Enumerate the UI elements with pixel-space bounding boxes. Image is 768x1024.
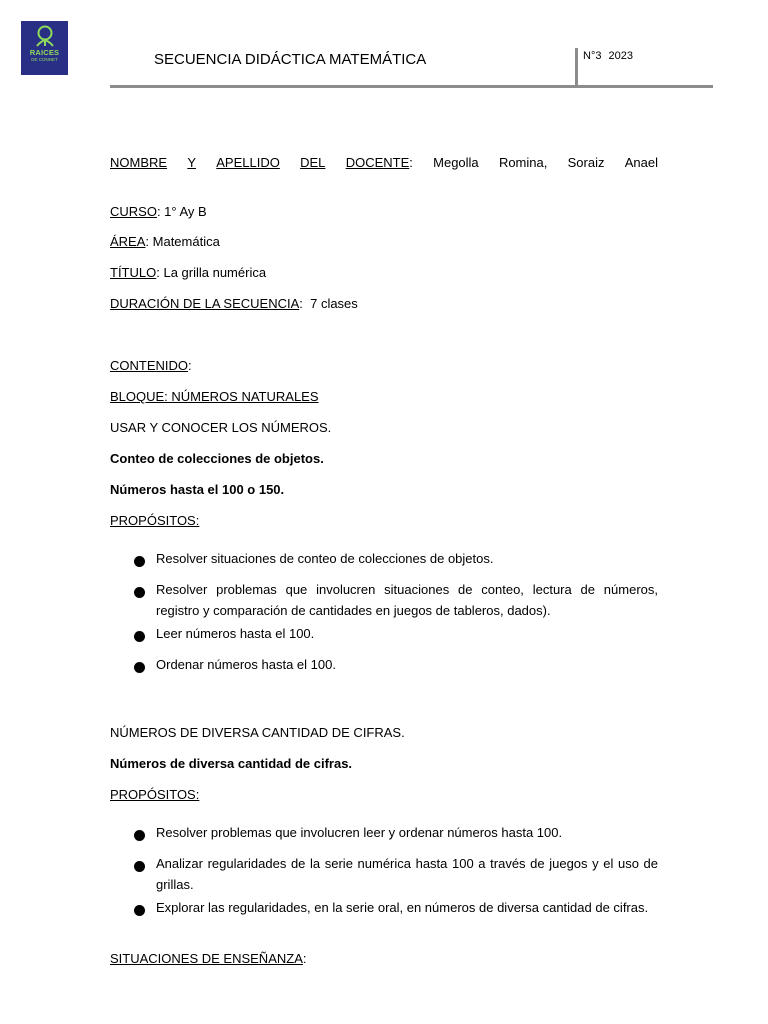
bullet-dot <box>134 905 145 916</box>
teacher-name-word: Anael <box>624 155 658 170</box>
title-label: TÍTULO <box>110 265 157 280</box>
teacher-label-word: APELLIDO <box>216 155 280 170</box>
section2-bullet-2: Analizar regularidades de la serie numérica hasta 100 a través de juegos y el uso de grillas. <box>156 856 658 892</box>
bullet-dot <box>134 861 145 872</box>
title-line <box>110 265 266 280</box>
teaching-situations-label: SITUACIONES DE ENSEÑANZA <box>110 951 303 966</box>
section1-bullet-4: Ordenar números hasta el 100. <box>156 657 336 672</box>
area-label: ÁREA <box>110 234 146 249</box>
section2-purposes-label: PROPÓSITOS: <box>110 787 200 802</box>
block-heading: BLOQUE: NÚMEROS NATURALES <box>110 389 319 404</box>
course-value: : 1° Ay B <box>156 204 207 219</box>
section1-bold-2: Números hasta el 100 o 150. <box>110 482 285 497</box>
teaching-situations-line: SITUACIONES DE ENSEÑANZA: <box>110 951 307 966</box>
section1-heading: USAR Y CONOCER LOS NÚMEROS. <box>110 420 332 435</box>
tree-icon <box>33 24 57 48</box>
section2-bullet-3: Explorar las regularidades, en la serie oral, en números de diversa cantidad de cifras. <box>156 900 649 915</box>
section1-bullet-3: Leer números hasta el 100. <box>156 626 315 641</box>
teacher-name-word: Romina, <box>498 155 548 170</box>
section2-bullet-1: Resolver problemas que involucren leer y ordenar números hasta 100. <box>156 825 563 840</box>
teacher-line <box>110 155 658 170</box>
title-value: : La grilla numérica <box>156 265 267 280</box>
content-line: CONTENIDO: <box>110 358 192 373</box>
teacher-label-word: Y <box>187 155 196 170</box>
year: 2023 <box>608 50 633 62</box>
course-line <box>110 204 207 219</box>
header-divider <box>110 85 713 88</box>
section1-purposes-label: PROPÓSITOS: <box>110 513 200 528</box>
section1-bold-1: Conteo de colecciones de objetos. <box>110 451 324 466</box>
area-value: : Matemática <box>145 234 220 249</box>
duration-value: : 7 clases <box>299 296 358 311</box>
bullet-dot <box>134 830 145 841</box>
duration-line <box>110 296 358 311</box>
document-title: SECUENCIA DIDÁCTICA MATEMÁTICA <box>154 51 427 68</box>
teacher-label-word: NOMBRE <box>110 155 168 170</box>
school-logo <box>21 21 68 75</box>
section1-bullet-2: Resolver problemas que involucren situaciones de conteo, lectura de números, registro y comparación de cantidades en juegos de tableros, dados). <box>156 582 658 618</box>
bullet-dot <box>134 631 145 642</box>
area-line <box>110 234 220 249</box>
teacher-label-word: DEL <box>300 155 326 170</box>
sequence-number: N°3 <box>583 50 602 62</box>
header-meta <box>583 50 633 62</box>
logo-text: RAICES <box>29 48 60 57</box>
section1-bullet-1: Resolver situaciones de conteo de colecciones de objetos. <box>156 551 494 566</box>
teacher-label-end: DOCENTE: <box>345 155 413 170</box>
teacher-name-word: Megolla <box>433 155 479 170</box>
bullet-dot <box>134 556 145 567</box>
section2-bold-1: Números de diversa cantidad de cifras. <box>110 756 353 771</box>
header-divider-vertical <box>575 48 578 86</box>
bullet-dot <box>134 662 145 673</box>
section2-heading: NÚMEROS DE DIVERSA CANTIDAD DE CIFRAS. <box>110 725 405 740</box>
bullet-dot <box>134 587 145 598</box>
teacher-name-word: Soraiz <box>567 155 605 170</box>
content-label: CONTENIDO <box>110 358 188 373</box>
course-label: CURSO <box>110 204 157 219</box>
duration-label: DURACIÓN DE LA SECUENCIA <box>110 296 300 311</box>
logo-subtext: DE CONNET <box>31 57 58 62</box>
